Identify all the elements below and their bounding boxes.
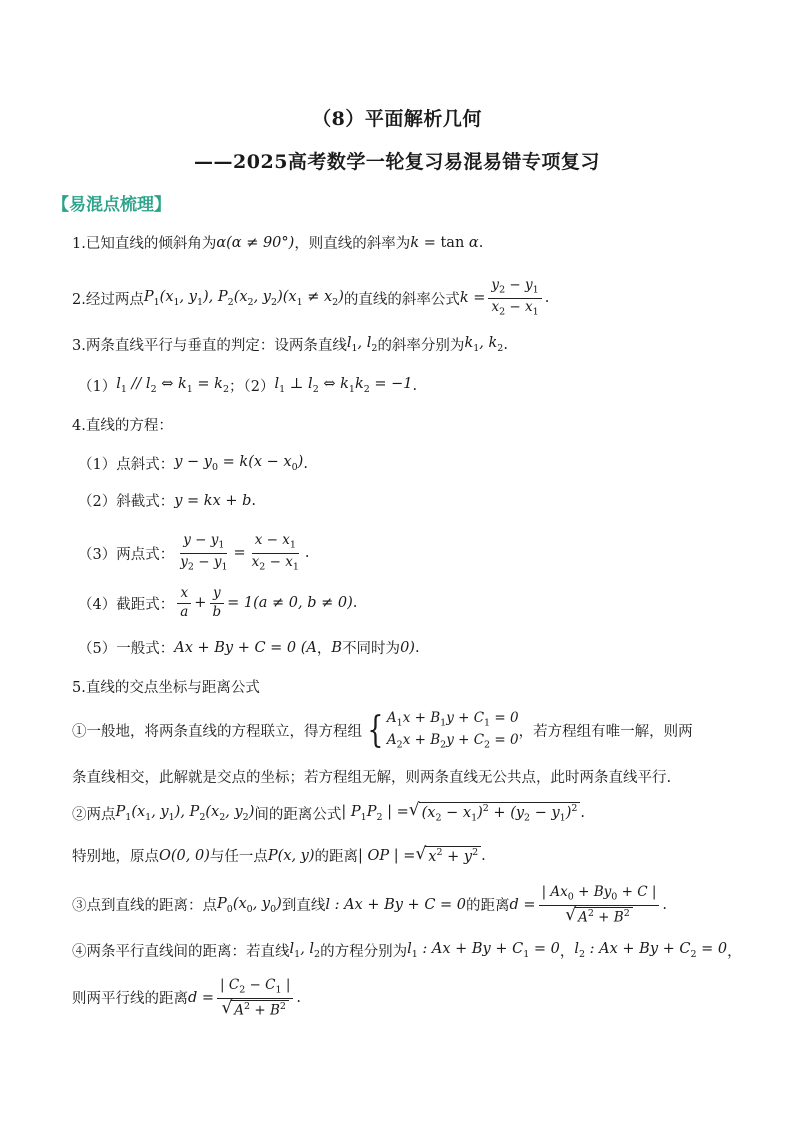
item-5-2-origin-distance: 特别地，原点 O(0, 0) 与任一点 P(x, y) 的距离 | OP | = √ $x^2 + y^2$ .	[72, 843, 486, 865]
page-subtitle: ——2025高考数学一轮复习易混易错专项复习	[194, 151, 600, 173]
item-3-conditions: （1） $l_1 // l_2$ ⇔ $k_1 = k_2$ ；（2） $l_1$ ⊥ $l_2$ ⇔ $k_1k_2 = -1$ .	[78, 376, 418, 395]
page-title: （8）平面解析几何	[312, 108, 482, 130]
item-2-slope-formula: 2.经过两点 $P_1(x_1$, $y_1$), $P_2(x_2$, $y_2)(x_1 \ne x_2)$ 的直线的斜率公式 k = $\frac{y_2 - y_1}{x_2 - x_1}$ .	[72, 277, 550, 318]
item-1-inclination-slope: 1.已知直线的倾斜角为 α(α ≠ 90°) ，则直线的斜率为 k = tan α .	[72, 234, 484, 252]
item-5-4-formula: 则两平行线的距离 d = | $C_2 - C_1$ | √ $A^2 + B^2$ .	[72, 977, 301, 1019]
section-heading: 【易混点梳理】	[52, 195, 171, 215]
item-5-intersection-distance: 5.直线的交点坐标与距离公式	[72, 680, 260, 696]
item-4-line-equations: 4.直线的方程：	[72, 418, 173, 434]
item-5-2-two-point-distance: ②两点 $P_1(x_1$, $y_1$), $P_2(x_2$, $y_2$) 间的距离公式 | $P_1P_2$ | = √ $(x_2 - x_1)^2 + (y_2 - y_1)^2$ .	[72, 800, 586, 824]
two-point-form: （3）两点式： $\frac{y - y_1}{y_2 - y_1}$ = $\frac{x - x_1}{x_2 - x_1}$ .	[78, 532, 310, 573]
item-3-parallel-perpendicular: 3.两条直线平行与垂直的判定：设两条直线 $l_1$, $l_2$ 的斜率分别为 $k_1$, $k_2$ .	[72, 335, 508, 354]
general-form: （5）一般式： Ax + By + C = 0 (A ， B 不同时为 0) .	[78, 639, 420, 657]
item-5-3-point-line-distance: ③点到直线的距离：点 $P_0(x_0$, $y_0$) 到直线 l : Ax + By + C = 0 的距离 d = | $Ax_0 + By_0 + C$ | √ $A^2 + B^2$ .	[72, 884, 667, 926]
slope-intercept-form: （2）斜截式： y = kx + b .	[78, 492, 257, 510]
point-slope-form: （1）点斜式： $y - y_0 = k(x - x_0)$ .	[78, 454, 308, 473]
item-5-1-continued: 条直线相交，此解就是交点的坐标；若方程组无解，则两条直线无公共点，此时两条直线平行.	[72, 770, 672, 786]
intercept-form: （4）截距式： $\frac{x}{a}$ + $\frac{y}{b}$ = 1(a ≠ 0, b ≠ 0) .	[78, 585, 358, 620]
item-5-4-parallel-distance: ④两条平行直线间的距离：若直线 $l_1$, $l_2$ 的方程分别为 $l_1$ : $Ax + By + C_1 = 0$ ， $l_2$ : $Ax + By + C_2 = 0$ ，	[72, 941, 742, 960]
item-5-1-system: ①一般地，将两条直线的方程联立，得方程组 { $A_1x + B_1y + C_1 = 0$ $A_2x + B_2y + C_2 = 0$ ，若方程组有唯一解，则两	[72, 709, 693, 751]
